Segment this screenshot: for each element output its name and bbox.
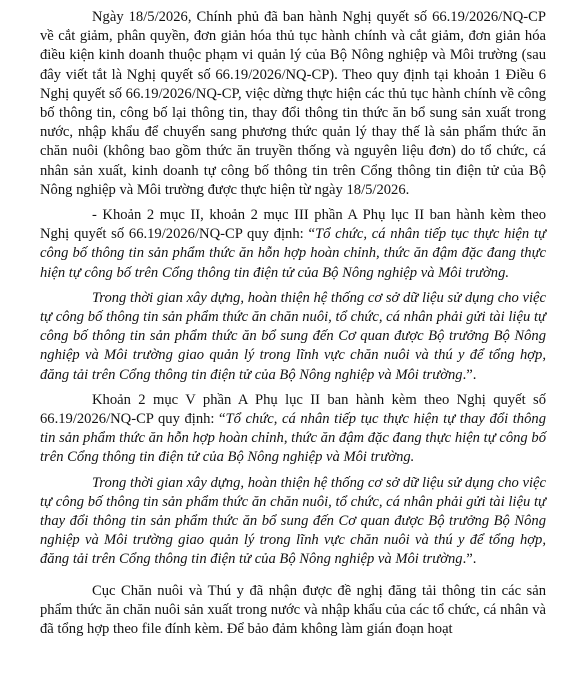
quoted-text: Trong thời gian xây dựng, hoàn thiện hệ thống cơ sở dữ liệu sử dụng cho việc tự công bố thông tin sản phẩm thức ăn chăn nuôi, tổ chức, cá nhân phải gửi tài liệu tự công bố thông tin sản phẩm thức ăn bổ sung đến Cơ quan được Bộ trưởng Bộ Nông nghiệp và Môi trường giao quản lý trong lĩnh vực chăn nuôi và thú y để tổng hợp, đăng tải trên Cổng thông tin điện tử của Bộ Nông nghiệp và Môi trường — [40, 289, 546, 383]
quote-close: .”. — [462, 366, 477, 383]
quoted-text: Tổ chức, cá nhân tiếp tục thực hiện tự công bố thông tin sản phẩm thức ăn hỗn hợp hoàn chỉnh, thức ăn đậm đặc đang thực hiện tự công bố trên Cổng thông tin điện tử của Bộ Nông nghiệp và Môi trường. — [40, 226, 546, 281]
quoted-text: Trong thời gian xây dựng, hoàn thiện hệ thống cơ sở dữ liệu sử dụng cho việc tự công bố thông tin sản phẩm thức ăn chăn nuôi, tổ chức, cá nhân phải gửi tài liệu tự thay đổi thông tin sản phẩm thức ăn bổ sung đến Cơ quan được Bộ trưởng Bộ Nông nghiệp và Môi trường giao quản lý trong lĩnh vực chăn nuôi và thú y để tổng hợp, đăng tải trên Cổng thông tin điện tử của Bộ Nông nghiệp và Môi trường — [40, 474, 546, 568]
quoted-text: Tổ chức, cá nhân tiếp tục thực hiện tự thay đổi thông tin sản phẩm thức ăn hỗn hợp hoàn chỉnh, thức ăn đậm đặc đang thực hiện tự công bố trên Cổng thông tin điện tử của Bộ Nông nghiệp và Môi trường. — [40, 411, 546, 466]
paragraph-quote-submission-1 — [40, 289, 546, 385]
paragraph-annex-section-v — [40, 391, 546, 468]
paragraph-text: Ngày 18/5/2026, Chính phủ đã ban hành Nghị quyết số 66.19/2026/NQ-CP về cắt giảm, phân quyền, đơn giản hóa thủ tục hành chính và cắt giảm, đơn giản hóa điều kiện kinh doanh thuộc phạm vi quản lý của Bộ Nông nghiệp và Môi trường (sau đây viết tắt là Nghị quyết số 66.19/2026/NQ-CP). Theo quy định tại khoản 1 Điều 6 Nghị quyết số 66.19/2026/NQ-CP, việc dừng thực hiện các thủ tục hành chính về công bố thông tin, công bố lại thông tin, thay đổi thông tin thức ăn bổ sung sản xuất trong nước, nhập khẩu để chuyển sang phương thức quản lý thay thế là sản phẩm thức ăn chăn nuôi (không bao gồm thức ăn truyền thống và nguyên liệu đơn) do tổ chức, cá nhân sản xuất, kinh doanh tự công bố thông tin trên Cổng thông tin điện tử của Bộ Nông nghiệp và Môi trường được thực hiện từ ngày 18/5/2026. — [40, 9, 546, 198]
paragraph-text: - Khoản 2 mục II, khoản 2 mục III phần A Phụ lục II ban hành kèm theo Nghị quyết số 66.19/2026/NQ-CP quy định: “ — [40, 207, 546, 243]
paragraph-annex-section-ii-iii — [40, 206, 546, 283]
paragraph-text: Khoản 2 mục V phần A Phụ lục II ban hành kèm theo Nghị quyết số 66.19/2026/NQ-CP quy định: “ — [40, 391, 546, 428]
paragraph-text: Cục Chăn nuôi và Thú y đã nhận được đề nghị đăng tải thông tin các sản phẩm thức ăn chăn nuôi sản xuất trong nước và nhập khẩu của các tổ chức, cá nhân và đã tổng hợp theo file đính kèm. Để bảo đảm không làm gián đoạn hoạt — [40, 582, 546, 638]
paragraph-resolution-intro — [40, 8, 546, 200]
paragraph-department-notice — [40, 582, 546, 640]
quote-close: .”. — [462, 551, 477, 568]
paragraph-quote-submission-2 — [40, 474, 546, 570]
